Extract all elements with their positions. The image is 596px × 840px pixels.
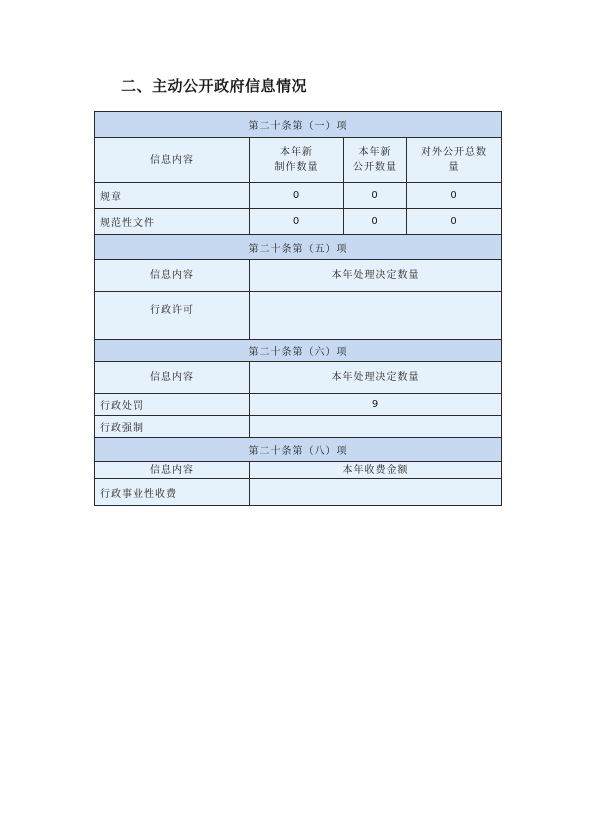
section-header-row xyxy=(95,438,502,462)
column-header xyxy=(250,138,344,183)
cell-value: 0 xyxy=(344,183,407,209)
section-heading: 第二十条第（八）项 xyxy=(95,438,502,462)
column-header: 信息内容 xyxy=(95,138,250,183)
row-label: 行政处罚 xyxy=(95,394,250,416)
row-label: 行政许可 xyxy=(95,292,250,340)
column-header: 本年处理决定数量 xyxy=(250,260,502,292)
column-header xyxy=(344,138,407,183)
cell-value: 0 xyxy=(250,183,344,209)
section-heading: 第二十条第（一）项 xyxy=(95,112,502,138)
header-line: 本年新 xyxy=(280,147,313,158)
table-row xyxy=(95,292,502,340)
section-heading: 第二十条第（六）项 xyxy=(95,340,502,362)
table-row xyxy=(95,209,502,235)
column-header-row xyxy=(95,462,502,479)
row-label: 规章 xyxy=(95,183,250,209)
cell-value xyxy=(250,292,502,340)
cell-value: 9 xyxy=(250,394,502,416)
column-header: 信息内容 xyxy=(95,260,250,292)
section-heading: 第二十条第（五）项 xyxy=(95,235,502,260)
column-header xyxy=(407,138,502,183)
header-line: 量 xyxy=(448,162,460,173)
row-label: 规范性文件 xyxy=(95,209,250,235)
column-header: 信息内容 xyxy=(95,362,250,394)
header-line: 对外公开总数 xyxy=(421,147,487,158)
page-title: 二、主动公开政府信息情况 xyxy=(121,77,308,95)
column-header: 本年收费金额 xyxy=(250,462,502,479)
cell-value: 0 xyxy=(407,209,502,235)
column-header: 本年处理决定数量 xyxy=(250,362,502,394)
section-header-row xyxy=(95,235,502,260)
section-header-row xyxy=(95,340,502,362)
row-label: 行政强制 xyxy=(95,416,250,438)
column-header-row xyxy=(95,138,502,183)
cell-value xyxy=(250,479,502,506)
cell-value: 0 xyxy=(407,183,502,209)
section-header-row xyxy=(95,112,502,138)
table-row xyxy=(95,183,502,209)
header-line: 公开数量 xyxy=(353,162,397,173)
cell-value: 0 xyxy=(344,209,407,235)
row-label: 行政事业性收费 xyxy=(95,479,250,506)
column-header-row xyxy=(95,362,502,394)
cell-value: 0 xyxy=(250,209,344,235)
info-table xyxy=(94,111,502,506)
column-header: 信息内容 xyxy=(95,462,250,479)
table-row xyxy=(95,394,502,416)
header-line: 制作数量 xyxy=(274,162,319,173)
header-line: 本年新 xyxy=(358,147,392,158)
column-header-row xyxy=(95,260,502,292)
table-row xyxy=(95,416,502,438)
cell-value xyxy=(250,416,502,438)
table-row xyxy=(95,479,502,506)
